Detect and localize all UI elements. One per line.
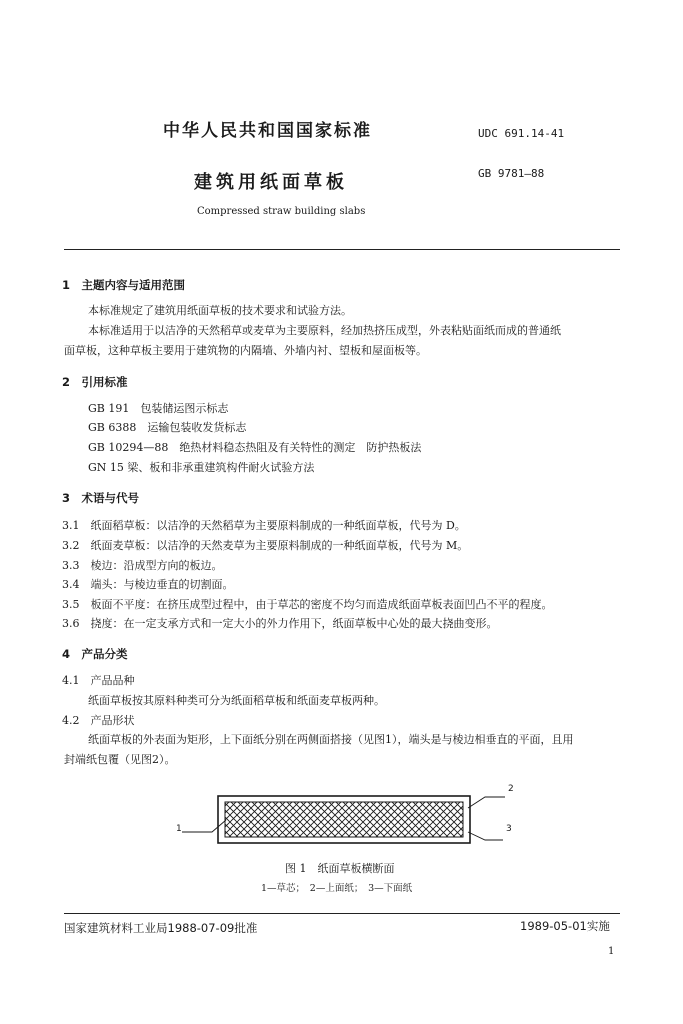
- approval-date: 国家建筑材料工业局1988-07-09批准: [64, 921, 258, 935]
- figure-1-legend: 1—草芯； 2—上面纸； 3—下面纸: [261, 883, 413, 894]
- reference-item: GB 10294—88 绝热材料稳态热阻及有关特性的测定 防护热板法: [88, 441, 422, 454]
- english-title: Compressed straw building slabs: [197, 206, 366, 217]
- term-item: 3.3 棱边：沿成型方向的板边。: [62, 559, 223, 572]
- header-rule: [64, 249, 620, 250]
- national-standard-heading: 中华人民共和国国家标准: [163, 121, 372, 141]
- subsection-4-1-text: 纸面草板按其原料种类可分为纸面稻草板和纸面麦草板两种。: [88, 694, 385, 707]
- subsection-4-2-line-1: 纸面草板的外表面为矩形，上下面纸分别在两侧面搭接（见图1），端头是与棱边相垂直的平面，且用: [88, 733, 574, 746]
- figure-label-2: 2: [508, 784, 514, 794]
- leader-line-2: [468, 797, 505, 808]
- term-item: 3.1 纸面稻草板：以洁净的天然稻草为主要原料制成的一种纸面草板，代号为 D。: [62, 519, 466, 532]
- figure-label-1: 1: [176, 824, 182, 834]
- section-1-para-1: 本标准规定了建筑用纸面草板的技术要求和试验方法。: [88, 304, 352, 317]
- section-1-para-2-line-2: 面草板，这种草板主要用于建筑物的内隔墙、外墙内衬、望板和屋面板等。: [64, 344, 427, 357]
- section-1-para-2-line-1: 本标准适用于以洁净的天然稻草或麦草为主要原料，经加热挤压成型，外表粘贴面纸而成的普通纸: [88, 324, 561, 337]
- leader-line-3: [468, 832, 503, 840]
- term-item: 3.6 挠度：在一定支承方式和一定大小的外力作用下，纸面草板中心处的最大挠曲变形。: [62, 617, 498, 630]
- term-item: 3.4 端头：与棱边垂直的切割面。: [62, 578, 234, 591]
- straw-core: [225, 802, 463, 837]
- subsection-4-2-title: 4.2 产品形状: [62, 714, 135, 727]
- reference-item: GB 191 包装储运图示标志: [88, 402, 229, 415]
- page-number: 1: [608, 946, 615, 957]
- leader-line-1: [182, 820, 226, 832]
- section-1-title: 1 主题内容与适用范围: [62, 278, 186, 292]
- section-2-title: 2 引用标准: [62, 375, 128, 389]
- figure-1-cross-section: [160, 780, 530, 856]
- subsection-4-1-title: 4.1 产品品种: [62, 674, 135, 687]
- term-item: 3.5 板面不平度：在挤压成型过程中，由于草芯的密度不均匀而造成纸面草板表面凹凸不平的程度。: [62, 598, 553, 611]
- udc-code: UDC 691.14-41: [478, 127, 565, 140]
- term-item: 3.2 纸面麦草板：以洁净的天然麦草为主要原料制成的一种纸面草板，代号为 M。: [62, 539, 469, 552]
- effective-date: 1989-05-01实施: [520, 919, 610, 933]
- figure-label-3: 3: [506, 824, 512, 834]
- subsection-4-2-line-2: 封端纸包覆（见图2）。: [64, 753, 176, 766]
- footer-rule: [64, 913, 620, 914]
- section-3-title: 3 术语与代号: [62, 491, 140, 505]
- section-4-title: 4 产品分类: [62, 647, 128, 661]
- standard-code: GB 9781—88: [478, 167, 545, 180]
- reference-item: GB 6388 运输包装收发货标志: [88, 421, 247, 434]
- standard-title: 建筑用纸面草板: [194, 172, 348, 193]
- figure-1-caption: 图 1 纸面草板横断面: [285, 862, 395, 875]
- reference-item: GN 15 梁、板和非承重建筑构件耐火试验方法: [88, 461, 315, 474]
